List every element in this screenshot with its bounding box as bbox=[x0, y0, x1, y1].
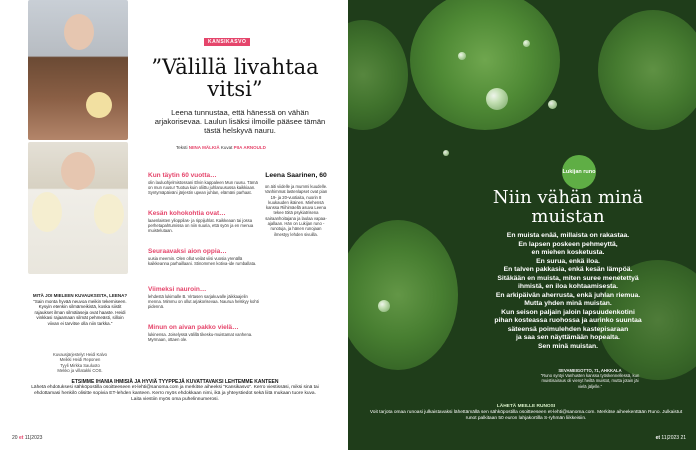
water-drop-shape bbox=[523, 40, 530, 47]
poem-line: En arkipäivän aherrusta, enkä juhlan riemua. bbox=[495, 291, 641, 299]
send-text: Voit tarjota omaa runoasi julkaistavaksi lähettämällä sen sähköpostilla osoitteeseen et-lehti@sanoma.com. Merkitse aiheekenttään Runo. Julkaistut runot palkitaan 50 euron lahjakortilla S-ryhmän liikkeisiin. bbox=[369, 410, 683, 421]
side-caption-heading: MITÄ JOI MIELEEN KUVAUKSISTA, LEENA? bbox=[32, 293, 128, 298]
poem-line: ihmistä, en iloa kohtaamisesta. bbox=[517, 283, 619, 290]
interview-section bbox=[148, 324, 260, 358]
section-heading: Kun täytin 60 vuotta… bbox=[148, 172, 217, 179]
issue-number: 11|2023 bbox=[24, 435, 43, 441]
leaf-shape bbox=[410, 0, 560, 130]
leaf-shape bbox=[348, 220, 458, 370]
magazine-logo: et bbox=[655, 435, 661, 441]
poet-credit bbox=[540, 368, 640, 389]
leaf-shape bbox=[348, 20, 408, 130]
portrait-photo-bottom bbox=[28, 142, 128, 274]
poem-line: En surua, enkä iloa. bbox=[536, 257, 600, 265]
poem-line: En talven pakkasia, enkä kesän lämpöä. bbox=[503, 266, 633, 273]
interview-section bbox=[148, 286, 260, 320]
flower-bouquet-shape bbox=[86, 92, 112, 118]
issue-number: 11|2023 bbox=[661, 435, 680, 441]
invite-heading: ETSIMME IHANIA IHMISIÄ JA HYVIÄ TYYPPEJÄ KUVATTAVAKSI LEHTEMME KANTEEN bbox=[71, 379, 279, 385]
section-text: lukinensa. Joiselyssä välillä tikesku-muistamat vanhena. Myrmaan, ottaen ole. bbox=[148, 332, 253, 343]
water-drop-shape bbox=[378, 300, 390, 312]
interview-section bbox=[148, 210, 260, 244]
section-heading: Viimeksi nauroin… bbox=[148, 286, 207, 293]
byline-label: Teksti bbox=[176, 145, 188, 150]
credit-line: Meikki Heidi Reponen bbox=[59, 357, 101, 363]
person-bio: on äiti viidelle ja mummi kuudelle. Vanhimmat lastenlapset ovat pian 19- ja 20-vuotiaita, nuorin 8 kuukauden ikäinen. Miehensä kanssa Riihimäellä asuva Leena tekee töitä psykiatrisena sairaanhoitajana ja laulaa vapaa-ajallaan. Hän on Lukijan runo -runotuja, ja hänen runojaan ilmestyy lehden sivuilla. bbox=[264, 184, 328, 237]
water-drop-shape bbox=[443, 150, 449, 156]
credit-line: Mekko ja villatakki COS. bbox=[57, 368, 103, 374]
side-caption-text: ”Sain monta hyvää neuvoa meikin tekemiseen. Kysyin etenkin silmämeikistä, koska siistit rajaukset ilman silmälaseja ovat haaste. Heidi vinkkasi rajaamaan silmät pehmeästi, silloin viivan ei tarvitse olla niin tarkka.” bbox=[33, 298, 127, 326]
poem-text bbox=[470, 232, 666, 351]
credit-line: Kuvausjärjestelyt Heidi Kalvo bbox=[53, 352, 107, 357]
send-heading: LÄHETÄ MEILLE RUNOSI bbox=[496, 404, 556, 409]
page-number: 21 bbox=[680, 435, 686, 441]
byline-photographer: PIIA ARNOULD bbox=[233, 145, 266, 150]
poem-line: ja saa sen näyttämään hopealta. bbox=[516, 334, 620, 341]
section-text: laaenlaisten ylioppilas- ja rippijuhlat. Kaikkeaan tai jossa perhetapahtumissa on niin suuria, että syön ja en menua muistelutaan. bbox=[148, 218, 254, 234]
section-heading: Kesän kohokohtia ovat… bbox=[148, 210, 226, 217]
poem-line: En muista enää, millaista on rakastaa. bbox=[506, 232, 630, 239]
reader-poem-badge: Lukijan runo bbox=[562, 155, 596, 189]
flower-left-shape bbox=[32, 192, 62, 232]
byline-label-photos: Kuvat bbox=[220, 145, 233, 150]
article-lede: Leena tunnustaa, että hänessä on vähän arjakorisevaa. Laulun lisäksi ilmoille pääsee tämän tästä helskyvä nauru. bbox=[154, 108, 326, 135]
credit-line: Tyyli Mirkka Sauluoto bbox=[60, 362, 100, 368]
section-text: olin lauluohjelmistossani Elvin kappaleen Mun ruusu. Tämä on mun ruusu! Tuotua kuin oliittu juhlaruusussa kaikkiaan. Syntymäpäiväni järjestin upean juhlan, elämäni parhaat. bbox=[148, 180, 258, 196]
poem-title: Niin vähän minä muistan bbox=[492, 187, 644, 227]
water-drop-shape bbox=[486, 88, 508, 110]
section-heading: Minun on aivan pakko vielä… bbox=[148, 324, 239, 331]
poem-line: säteensä poimulehden kastepisaraan bbox=[507, 325, 629, 333]
photo-credits bbox=[30, 352, 130, 374]
section-kicker: KANSIKASVO bbox=[204, 38, 250, 46]
poem-line: Kun seison paljain jaloin lapsuudenkotini bbox=[501, 308, 635, 316]
invite-text: Lähetä ehdotuksesi sähköpostilla osoitteeseen et-lehti@sanoma.com ja merkitse aiheeksi ”Kansikasvo”. Kerro viestissäsi, miksi sinä tai ehdottamasi henkilö olisitte sopivia ET-lehden kanteen. Kerro myös ehdokkaan nimi, ikä ja yhteystiedot sekä liitä mukaan tuore kuva. Laita viestiin myös oma puhelinnumerosi. bbox=[31, 385, 319, 402]
poem-line: en miehen kosketusta. bbox=[531, 249, 605, 256]
person-name: Leena Saarinen, 60 bbox=[265, 172, 327, 179]
face-shape bbox=[61, 152, 95, 190]
poem-line: En lapsen poskeen pehmeyttä, bbox=[518, 240, 618, 248]
byline-author: NIINA MÄLKIÄ bbox=[188, 145, 220, 150]
poem-line: Mutta yhden minä muistan. bbox=[524, 300, 612, 307]
byline bbox=[176, 145, 266, 150]
magazine-logo: et bbox=[18, 435, 24, 441]
cover-face-invite bbox=[30, 379, 320, 403]
poem-line: Sen minä muistan. bbox=[537, 342, 599, 350]
poet-note: ”Runo syntyi Vanhusten kanssa työskennellessä, kun muistisairaus oli vienyt heiltä muistot, mutta jotain jäi vielä jäljelle.” bbox=[540, 373, 640, 389]
page-number: 20 bbox=[12, 435, 18, 441]
send-poem-notice bbox=[366, 404, 686, 422]
interview-column bbox=[148, 172, 260, 362]
section-text: lehdestä lukimalle B. Virtasen sarjakuvalle jäikkaajelin menna. Mimmu on ollut arjakorisevaa. Naurua helskyy kohti pidennä. bbox=[148, 294, 259, 310]
interview-section bbox=[148, 172, 260, 206]
side-caption bbox=[30, 293, 130, 327]
poem-line: Sitäkään en muista, miten suree menetettyä bbox=[497, 274, 639, 282]
interview-section bbox=[148, 248, 260, 282]
article-headline: ”Välillä livahtaa vitsi” bbox=[151, 55, 319, 101]
face-shape bbox=[64, 14, 94, 50]
poet-name: SEVAMEIGOTTO, 71, AHKKALA bbox=[558, 368, 622, 373]
page-footer-left bbox=[12, 435, 42, 441]
portrait-photo-top bbox=[28, 0, 128, 140]
section-text: uusia meemin. Olen ollut veilat viisi vuosia yrenällä kaikkeanna parhaillaani. Stinommen kotiva-ide rumballata. bbox=[148, 256, 257, 267]
person-column bbox=[264, 172, 328, 299]
page-footer-right bbox=[656, 435, 686, 441]
section-heading: Seuraavaksi aion oppia… bbox=[148, 248, 227, 255]
water-drop-shape bbox=[458, 52, 466, 60]
water-drop-shape bbox=[548, 100, 557, 109]
flower-right-shape bbox=[94, 194, 124, 234]
poem-line: pihan kosteassa ruohossa ja aurinko suuntaa bbox=[494, 317, 642, 324]
leaf-shape bbox=[598, 10, 696, 130]
